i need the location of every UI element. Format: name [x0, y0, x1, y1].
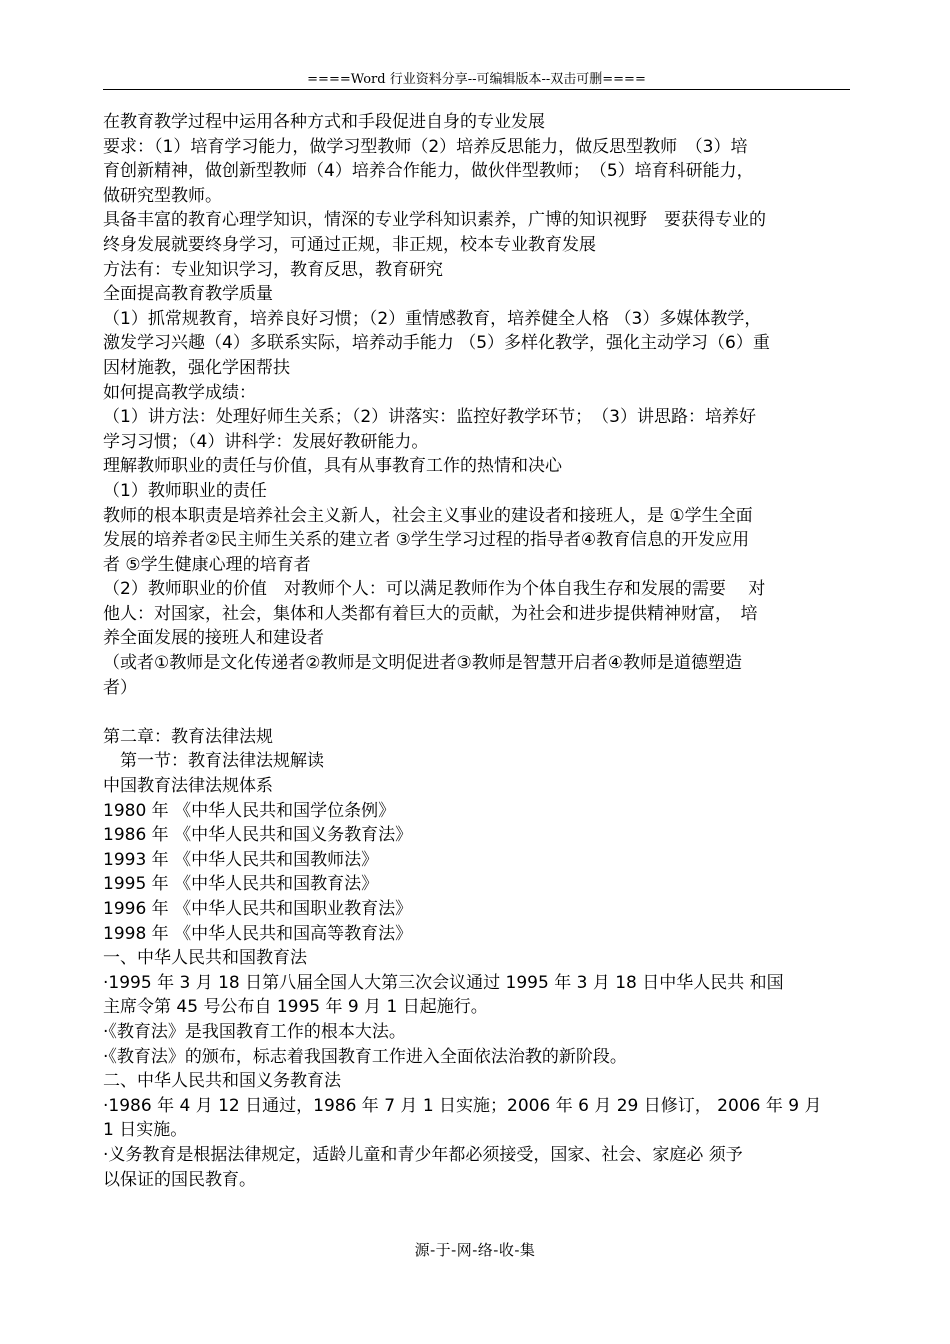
text-line: 做研究型教师。	[103, 185, 222, 206]
text-line: 主席令第 45 号公布自 1995 年 9 月 1 日起施行。	[103, 997, 488, 1018]
text-line: 第一节：教育法律法规解读	[103, 751, 324, 772]
text-line: 如何提高教学成绩：	[103, 382, 256, 403]
text-line: 中国教育法律法规体系	[103, 776, 273, 797]
text-line: 二、中华人民共和国义务教育法	[103, 1071, 341, 1092]
text-line: ·1995 年 3 月 18 日第八届全国人大第三次会议通过 1995 年 3 月 18 日中华人民共 和国	[103, 972, 784, 993]
text-line: （或者①教师是文化传递者②教师是文明促进者③教师是智慧开启者④教师是道德塑造	[103, 653, 742, 674]
text-line: 学习习惯；（4）讲科学：发展好教研能力。	[103, 431, 429, 452]
text-line: 发展的培养者②民主师生关系的建立者 ③学生学习过程的指导者④教育信息的开发应用	[103, 530, 750, 551]
text-line: 养全面发展的接班人和建设者	[103, 628, 324, 649]
text-line: 要求：（1）培育学习能力，做学习型教师（2）培养反思能力，做反思型教师 （3）培	[103, 136, 748, 157]
header-divider	[103, 89, 850, 90]
text-line: 一、中华人民共和国教育法	[103, 948, 307, 969]
text-line: ·义务教育是根据法律规定，适龄儿童和青少年都必须接受，国家、社会、家庭必 须予	[103, 1144, 743, 1165]
text-line: 终身发展就要终身学习，可通过正规，非正规，校本专业教育发展	[103, 234, 596, 255]
text-line: 1993 年 《中华人民共和国教师法》	[103, 849, 379, 870]
text-line: （1）教师职业的责任	[103, 480, 267, 501]
text-line: 教师的根本职责是培养社会主义新人，社会主义事业的建设者和接班人，是 ①学生全面	[103, 505, 753, 526]
text-line: ·《教育法》的颁布，标志着我国教育工作进入全面依法治教的新阶段。	[103, 1046, 627, 1067]
text-line: 全面提高教育教学质量	[103, 284, 273, 305]
text-line: 1980 年 《中华人民共和国学位条例》	[103, 800, 396, 821]
text-line: 理解教师职业的责任与价值，具有从事教育工作的热情和决心	[103, 456, 562, 477]
text-line: 第二章：教育法律法规	[103, 726, 273, 747]
text-line: （1）抓常规教育，培养良好习惯；（2）重情感教育，培养健全人格 （3）多媒体教学，	[103, 308, 762, 329]
text-line: 在教育教学过程中运用各种方式和手段促进自身的专业发展	[103, 112, 545, 132]
text-line: 1986 年 《中华人民共和国义务教育法》	[103, 825, 413, 846]
text-line: 1998 年 《中华人民共和国高等教育法》	[103, 923, 413, 944]
blank-line	[103, 700, 851, 725]
text-line: ·《教育法》是我国教育工作的根本大法。	[103, 1021, 406, 1042]
page-footer: 源-于-网-络-收-集	[414, 1241, 536, 1259]
text-line: 者）	[103, 677, 137, 698]
text-line: （2）教师职业的价值 对教师个人：可以满足教师作为个体自我生存和发展的需要 对	[103, 579, 766, 600]
text-line: 具备丰富的教育心理学知识，情深的专业学科知识素养，广博的知识视野 要获得专业的	[103, 210, 766, 231]
text-line: 1995 年 《中华人民共和国教育法》	[103, 874, 379, 895]
page-header: ====Word 行业资料分享--可编辑版本--双击可删====	[307, 72, 646, 87]
text-line: 1 日实施。	[103, 1120, 188, 1141]
text-line: （1）讲方法：处理好师生关系；（2）讲落实：监控好教学环节； （3）讲思路：培养好	[103, 407, 756, 428]
text-line: 1996 年 《中华人民共和国职业教育法》	[103, 899, 413, 919]
text-line: 激发学习兴趣（4）多联系实际，培养动手能力 （5）多样化教学，强化主动学习（6）重	[103, 333, 770, 354]
document-body	[103, 110, 851, 1192]
text-line: 者 ⑤学生健康心理的培育者	[103, 554, 311, 575]
text-line: 他人：对国家，社会，集体和人类都有着巨大的贡献，为社会和进步提供精神财富， 培	[103, 603, 758, 624]
text-line: 育创新精神，做创新型教师（4）培养合作能力，做伙伴型教师； （5）培育科研能力，	[103, 161, 754, 182]
text-line: 因材施教，强化学困帮扶	[103, 357, 290, 378]
text-line: 以保证的国民教育。	[103, 1169, 256, 1190]
text-line: ·1986 年 4 月 12 日通过，1986 年 7 月 1 日实施；2006 年 6 月 29 日修订， 2006 年 9 月	[103, 1095, 822, 1116]
text-line: 方法有：专业知识学习，教育反思，教育研究	[103, 259, 443, 280]
